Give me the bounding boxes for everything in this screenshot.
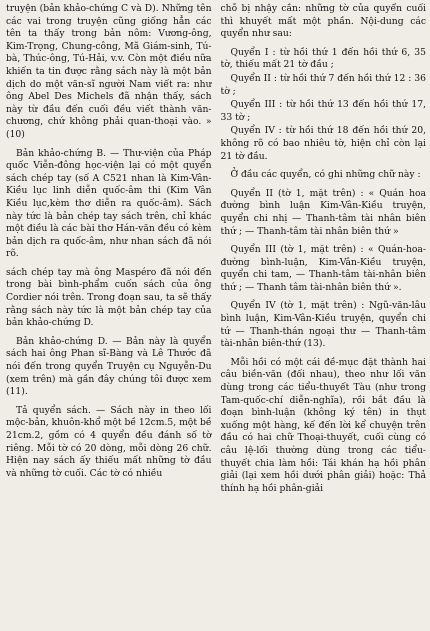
volume-2-entry: Quyển II : từ hồi thứ 7 đến hồi thứ 12 : 36 tờ ; — [220, 72, 426, 97]
volume-4-heading: Quyển IV (tờ 1, mặt trên) : Ngũ-văn-lâu bình luận, Kim-Vân-Kiều truyện, quyển chi tứ — Thanh-thán ngoại thư — Thanh-tâm tài-nhân biên-thứ (13). — [220, 300, 426, 350]
volume-2-heading: Quyển II (tờ 1, mặt trên) : « Quán hoa đường bình luận Kim-Vân-Kiều truyện, quyển chi nhị — Thanh-tâm tài nhân biên thứ ; — Thanh-tâm tài nhân biên thứ » — [220, 187, 426, 237]
paragraph-version-b: Bản khảo-chứng B. — Thư-viện của Pháp quốc Viễn-đông học-viện lại có một quyển sách chép tay (số A C521 nhan là Kim-Vân-Kiều lục linh diễn quốc-âm thi (Kim Vân Kiều lục,kèm thơ diễn ra quốc-âm). Sách này tức là bản chép tay sách trên, chỉ khác một điều là các bài thơ Hán-văn đều có kèm bản dịch ra quốc-âm, như nhan sách đã nói rõ. — [6, 147, 212, 260]
paragraph-description: Tả quyển sách. — Sách này in theo lối mộc-bản, khuôn-khổ một bề 12cm.5, một bề 21cm.2, gồm có 4 quyển đều đánh số tờ riêng. Mỗi tờ có 20 dòng, mỗi dòng 26 chữ. Hiện nay sách ấy thiếu mất những tờ đầu và những tờ cuối. Các tờ có nhiều — [6, 404, 212, 479]
right-column — [221, 3, 427, 631]
paragraph-chapter-format: Mỗi hồi có một cái đề-mục đặt thành hai câu biền-văn (đối nhau), theo như lối văn dùng trong các tiểu-thuyết Tàu (như trong Tam-quốc-chí diễn-nghĩa), rồi bắt đầu là đoạn bình-luận (không ký tên) in thụt xuống một hàng, kế đến lời kể chuyện trên đầu có hai chữ Thoại-thuyết, cuối cùng có câu lệ-lối thường dùng trong các tiểu-thuyết chia làm hồi: Tái khán hạ hồi phân giải (lại xem hồi dưới phân giải) hoặc: Thả thính hạ hồi phân-giải — [220, 356, 426, 494]
paragraph-intro: truyện (bản khảo-chứng C và D). Những tên các vai trong truyện cũng giống hẳn các tên ta thấy trong bản nôm: Vương-ông, Kim-Trọng, Chung-công, Mã Giám-sinh, Tú-bà, Thúc-ông, Tú-Hải, v.v. Còn một điều nữa khiến ta tin được rằng sách này là một bản dịch do một văn-sĩ người Nam viết ra: như ông Abel Des Michels đã nhận thấy, sách này từ đầu đến cuối đều viết thành văn-chương, chứ không phải quan-thoại vào. » (10) — [6, 3, 212, 140]
volume-1-entry: Quyển I : từ hồi thứ 1 đến hồi thứ 6, 35 tờ, thiếu mất 21 tờ đầu ; — [220, 46, 426, 71]
volume-4-entry: Quyển IV : từ hồi thứ 18 đến hồi thứ 20, không rõ có bao nhiêu tờ, hiện chỉ còn lại 21 tờ đầu. — [220, 125, 426, 162]
paragraph-version-d: Bản khảo-chứng D. — Bản này là quyển sách hai ông Phan sĩ-Bàng và Lê Thước đã nói đến trong quyển Truyện cụ Nguyễn-Du (xem trên) mà gần đây chúng tôi được xem (11). — [6, 335, 212, 398]
volume-3-heading: Quyển III (tờ 1, mặt trên) : « Quán-hoa-đường bình-luận, Kim-Vân-Kiều truyện, quyển chi tam, — Thanh-tâm tài-nhân biên thứ ; — Thanh tâm tài-nhân biên thứ ». — [220, 244, 426, 293]
volume-3-entry: Quyển III : từ hồi thứ 13 đến hồi thứ 17, 33 tờ ; — [220, 99, 426, 123]
left-column — [6, 3, 212, 631]
paragraph-contents: chỗ bị nhậy cắn: những tờ của quyển cuối thì khuyết mất một phần. Nội-dung các quyển như sau: — [220, 3, 426, 40]
paragraph-headings: Ở đầu các quyển, có ghi những chữ này : — [230, 169, 421, 181]
paragraph-maspero: sách chép tay mà ông Maspéro đã nói đến trong bài bình-phẩm cuốn sách của ông Cordier nói trên. Trong đoạn sau, ta sẽ thấy rằng sách này tức là một bản chép tay của bản khảo-chứng D. — [6, 266, 212, 329]
